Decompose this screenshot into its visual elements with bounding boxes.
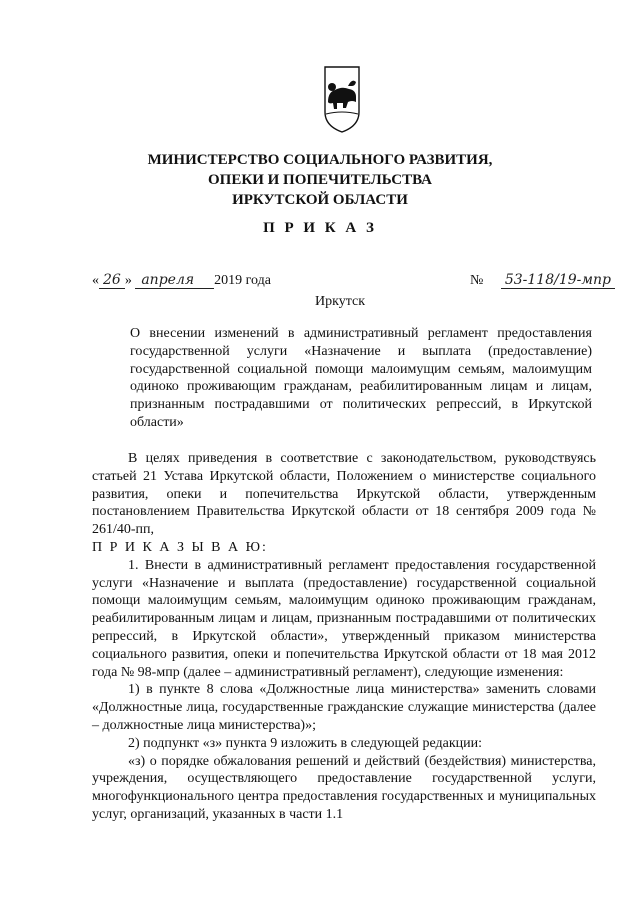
order-title: П Р И К А З bbox=[263, 220, 377, 236]
coat-of-arms-emblem bbox=[322, 64, 362, 134]
ministry-name-line-1: МИНИСТЕРСТВО СОЦИАЛЬНОГО РАЗВИТИЯ, bbox=[147, 152, 493, 168]
ministry-name-line-3: ИРКУТСКОЙ ОБЛАСТИ bbox=[232, 192, 408, 208]
ministry-name-line-2: ОПЕКИ И ПОПЕЧИТЕЛЬСТВА bbox=[208, 172, 432, 188]
order-body bbox=[92, 450, 596, 824]
order-subject: О внесении изменений в административный регламент предоставления государственной услуги «Назначение и выплата (предоставление) государственной социальной помощи малоимущим семьям, малоимущим одиноко проживающим гражданам, реабилитированным лицам и лицам, признанным пострадавшими от политических репрессий, в Иркутской области» bbox=[130, 326, 592, 430]
order-number-label: № bbox=[470, 273, 484, 288]
date-day: 26 bbox=[99, 272, 125, 289]
date-quote-open: « bbox=[92, 273, 99, 288]
order-number bbox=[470, 272, 615, 289]
city: Иркутск bbox=[314, 294, 366, 309]
order-date bbox=[92, 272, 271, 289]
prikazyvayu-heading: П Р И К А З Ы В А Ю: bbox=[92, 539, 268, 555]
date-month: апреля bbox=[135, 272, 214, 289]
date-quote-close: » bbox=[124, 273, 132, 288]
subitem-2-text-paragraph: «з) о порядке обжалования решений и действий (бездействия) министерства, учреждения, осуществляющего предоставление государственной услуги, многофункционального центра предоставления государственных и муниципальных услуг, организаций, указанных в части 1.1 bbox=[92, 753, 596, 822]
item-1-paragraph: 1. Внести в административный регламент предоставления государственной услуги «Назначение и выплата (предоставление) государственной социальной помощи малоимущим семьям, малоимущим одиноко проживающим гражданам, реабилитированным лицам и лицам, признанным пострадавшими от политических репрессий, в Иркутской области», утвержденный приказом министерства социального развития, опеки и попечительства Иркутской области от 18 мая 2012 года № 98-мпр (далее – административный регламент), следующие изменения: bbox=[92, 557, 596, 680]
order-number-value: 53-118/19-мпр bbox=[501, 272, 615, 289]
subitem-1-paragraph: 1) в пункте 8 слова «Должностные лица министерства» заменить словами «Должностные лица, государственные гражданские служащие министерства (далее – должностные лица министерства)»; bbox=[92, 682, 596, 733]
subitem-2-paragraph: 2) подпункт «з» пункта 9 изложить в следующей редакции: bbox=[128, 735, 482, 751]
preamble-paragraph: В целях приведения в соответствие с законодательством, руководствуясь статьей 21 Устава Иркутской области, Положением о министерстве социального развития, опеки и попечительства Иркутской области, утвержденным постановлением Правительства Иркутской области от 18 сентября 2009 года № 261/40-пп, bbox=[92, 451, 596, 538]
date-year: 2019 года bbox=[214, 273, 271, 288]
